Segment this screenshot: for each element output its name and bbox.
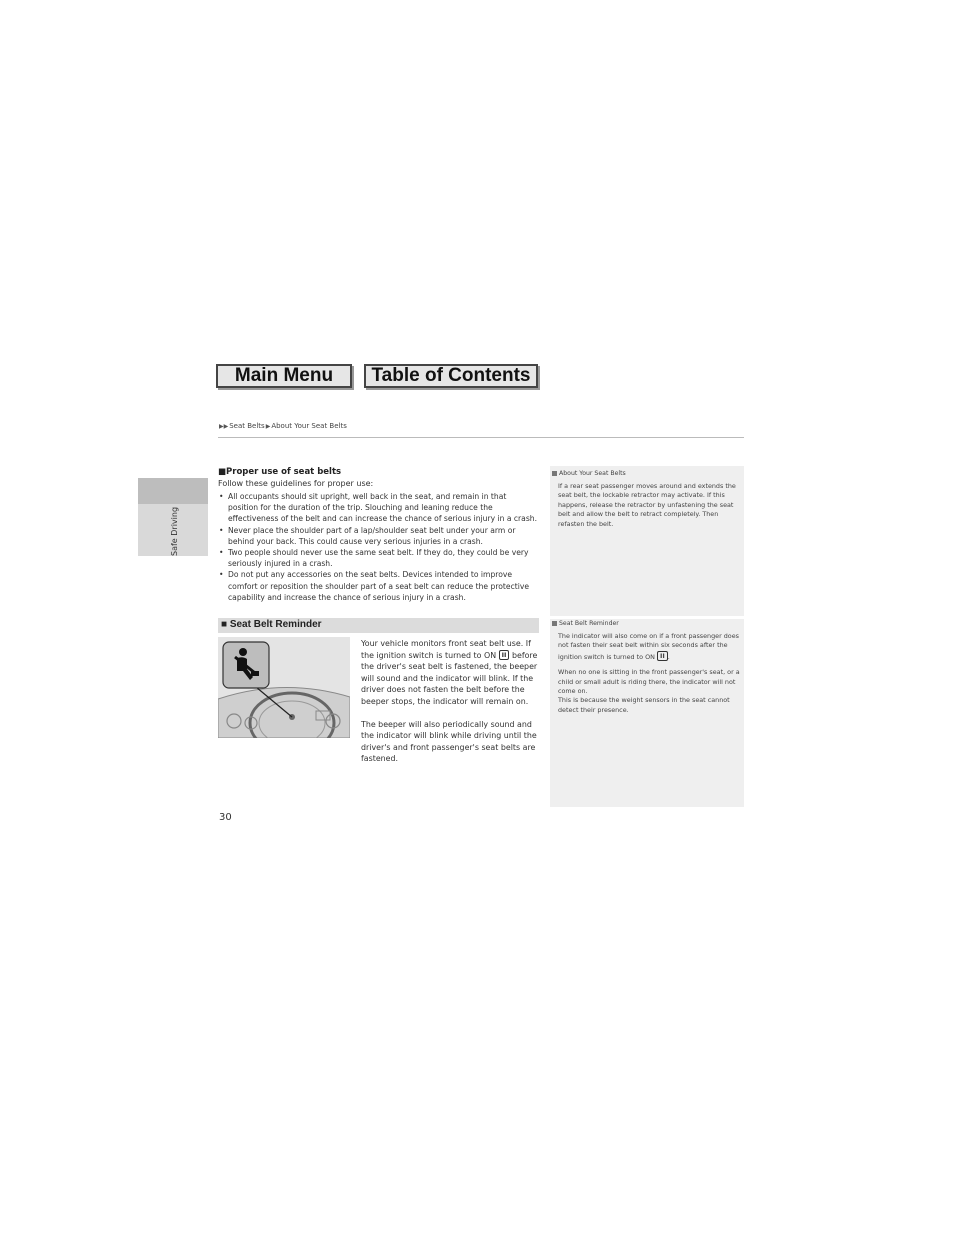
proper-use-intro: Follow these guidelines for proper use: (218, 479, 374, 488)
table-of-contents-button[interactable]: Table of Contents (364, 364, 538, 388)
note-body-reminder: The indicator will also come on if a front passenger does not fasten their seat belt within six seconds after the ignition switch is turned to ON II . When no one is sitting in the front passenger's seat, or a child or small adult is riding there, the indicator will not come on. This is because the weight sensors in the seat cannot detect their presence. (558, 632, 740, 714)
note-heading-reminder: Seat Belt Reminder (552, 620, 619, 627)
main-menu-button[interactable]: Main Menu (216, 364, 352, 388)
list-item: • Do not put any accessories on the seat belts. Devices intended to improve comfort or reposition the shoulder part of a seat belt can reduce the protective capability and increase the chance of serious injury in a crash. (218, 569, 538, 603)
notes-column (550, 466, 744, 807)
note-divider (550, 616, 744, 619)
page-number: 30 (219, 812, 232, 823)
breadcrumb-arrow-icon: ▶▶ (219, 422, 229, 430)
note-icon (552, 471, 557, 476)
breadcrumb-item-about[interactable]: About Your Seat Belts (271, 422, 347, 430)
section-marker-icon: ■ (218, 467, 227, 477)
header-rule (218, 437, 744, 438)
note-body-about: If a rear seat passenger moves around and extends the seat belt, the lockable retractor may activate. If this happens, release the retractor by unfastening the seat belt and allow the belt to retract completely. Then refasten the belt. (558, 482, 736, 528)
seat-belt-indicator-icon (229, 647, 263, 683)
breadcrumb-arrow-icon: ▶ (265, 422, 271, 430)
reminder-description (361, 638, 539, 776)
breadcrumb-item-seat-belts[interactable]: Seat Belts (229, 422, 265, 430)
list-item: • All occupants should sit upright, well back in the seat, and remain in that position for the duration of the trip. Slouching and leaning reduce the effectiveness of the belt and can increase the chance of serious injury in a crash. (218, 491, 538, 525)
proper-use-title: ■Proper use of seat belts (218, 467, 342, 477)
side-tab-label: Safe Driving (170, 506, 179, 556)
list-item: • Two people should never use the same seat belt. If they do, they could be very seriously injured in a crash. (218, 547, 538, 569)
dashboard-illustration (218, 637, 350, 738)
ignition-key-icon: II (499, 650, 510, 660)
side-tab (138, 478, 208, 504)
section-marker-icon: ■ (221, 619, 228, 630)
list-item: • Never place the shoulder part of a lap/shoulder seat belt under your arm or behind your back. This could cause very serious injuries in a crash. (218, 525, 538, 547)
section-heading-bar (218, 618, 539, 633)
ignition-key-icon: II (657, 651, 668, 661)
note-icon (552, 621, 557, 626)
reminder-paragraph-1: Your vehicle monitors front seat belt use. If the ignition switch is turned to ON II before the driver's seat belt is fastened, the beeper will sound and the indicator will blink. If the driver does not fasten the belt before the beeper stops, the indicator will remain on. (361, 639, 538, 706)
seat-belt-reminder-title: ■ Seat Belt Reminder (221, 619, 322, 630)
proper-use-list (218, 491, 538, 603)
reminder-paragraph-2: The beeper will also periodically sound and the indicator will blink while driving until the driver's and front passenger's seat belts are fastened. (361, 719, 537, 764)
note-heading-about: About Your Seat Belts (552, 470, 626, 477)
breadcrumb (219, 422, 347, 430)
